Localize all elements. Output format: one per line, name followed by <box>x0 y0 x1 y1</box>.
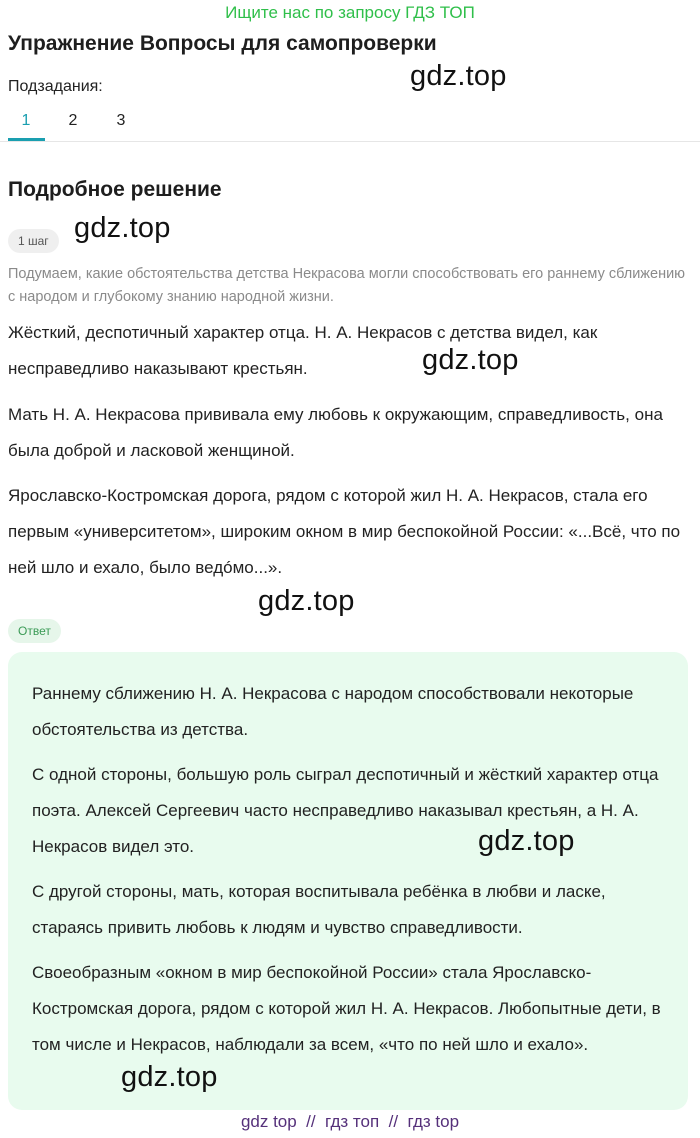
solution-paragraph-2: Мать Н. А. Некрасова прививала ему любовь к окружающим, справедливость, она была доброй и ласковой женщиной. <box>8 405 663 460</box>
tab-2[interactable]: 2 <box>68 112 78 129</box>
subtask-tabs <box>0 108 700 142</box>
answer-badge: Ответ <box>8 619 61 643</box>
tab-3[interactable]: 3 <box>116 112 126 129</box>
subtasks-label: Подзадания: <box>8 78 103 95</box>
active-tab-indicator <box>8 138 45 141</box>
promo-banner: Ищите нас по запросу ГДЗ ТОП <box>225 3 475 22</box>
watermark: gdz.top <box>410 60 507 92</box>
answer-paragraph-1: Раннему сближению Н. А. Некрасова с народом способствовали некоторые обстоятельства из детства. <box>32 684 634 739</box>
answer-paragraph-2: С одной стороны, большую роль сыграл деспотичный и жёсткий характер отца поэта. Алексей Сергеевич часто несправедливо наказывал крестьян, а Н. А. Некрасов видел это. <box>32 765 659 856</box>
solution-paragraph-1: Жёсткий, деспотичный характер отца. Н. А. Некрасов с детства видел, как несправедливо наказывают крестьян. <box>8 323 598 378</box>
watermark: gdz.top <box>422 344 519 376</box>
watermark: gdz.top <box>478 825 575 857</box>
watermark: gdz.top <box>121 1061 218 1093</box>
solution-title: Подробное решение <box>8 178 222 201</box>
step-badge: 1 шаг <box>8 229 59 253</box>
tab-1[interactable]: 1 <box>21 112 31 129</box>
solution-paragraph-3: Ярославско-Костромская дорога, рядом с которой жил Н. А. Некрасов, стала его первым «университетом», широким окном в мир беспокойной России: «...Всё, что по ней шло и ехало, было ведóмо...». <box>8 486 681 577</box>
watermark: gdz.top <box>258 585 355 617</box>
answer-paragraph-3: С другой стороны, мать, которая воспитывала ребёнка в любви и ласке, стараясь привить любовь к людям и чувство справедливости. <box>32 882 606 937</box>
watermark: gdz.top <box>74 212 171 244</box>
step-hint: Подумаем, какие обстоятельства детства Некрасова могли способствовать его раннему сближению с народом и глубокому знанию народной жизни. <box>8 266 686 305</box>
page-title: Упражнение Вопросы для самопроверки <box>8 32 437 55</box>
answer-paragraph-4: Своеобразным «окном в мир беспокойной России» стала Ярославско-Костромская дорога, рядом с которой жил Н. А. Некрасов. Любопытные дети, в том числе и Некрасов, наблюдали за всем, «что по ней шло и ехало». <box>32 963 661 1054</box>
footer-text: gdz top // гдз топ // гдз top <box>240 1112 460 1131</box>
